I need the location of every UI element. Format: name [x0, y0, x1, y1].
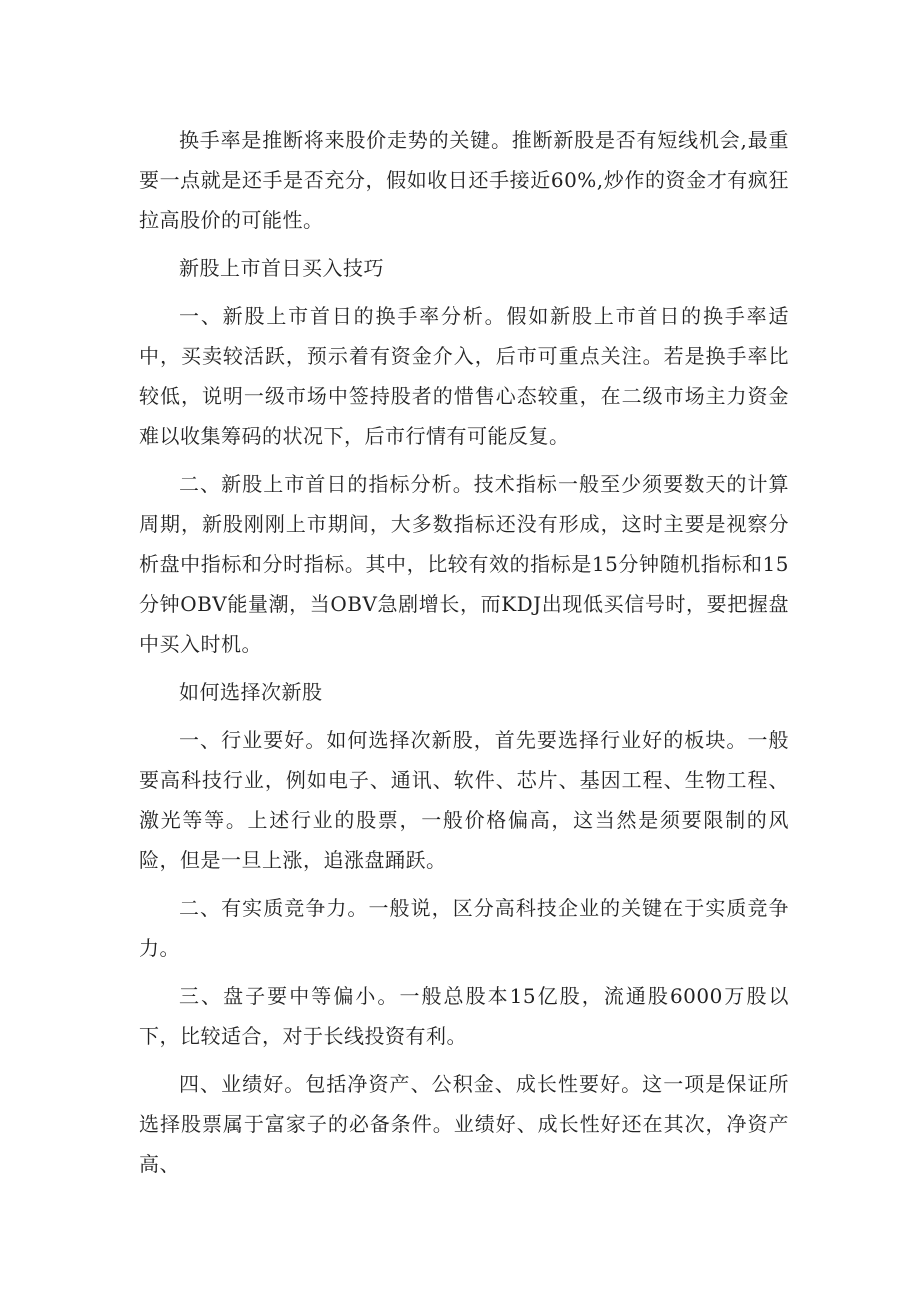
paragraph-first-day-turnover: 一、新股上市首日的换手率分析。假如新股上市首日的换手率适中，买卖较活跃，预示着有资金介入，后市可重点关注。若是换手率比较低，说明一级市场中签持股者的惜售心态较重，在二级市场主力资金难以收集筹码的状况下，后市行情有可能反复。	[139, 304, 789, 448]
paragraph-share-size: 三、盘子要中等偏小。一般总股本15亿股，流通股6000万股以下，比较适合，对于长线投资有利。	[139, 984, 789, 1048]
section-heading-choose-sub-new: 如何选择次新股	[179, 680, 323, 704]
paragraph-turnover-key: 换手率是推断将来股价走势的关键。推断新股是否有短线机会,最重要一点就是还手是否充分，假如收日还手接近60%,炒作的资金才有疯狂拉高股价的可能性。	[139, 128, 789, 232]
document-body	[139, 120, 789, 1192]
paragraph-industry: 一、行业要好。如何选择次新股，首先要选择行业好的板块。一般要高科技行业，例如电子、通讯、软件、芯片、基因工程、生物工程、激光等等。上述行业的股票，一般价格偏高，这当然是须要限制的风险，但是一旦上涨，追涨盘踊跃。	[139, 728, 789, 872]
paragraph-first-day-indicators: 二、新股上市首日的指标分析。技术指标一般至少须要数天的计算周期，新股刚刚上市期间，大多数指标还没有形成，这时主要是视察分析盘中指标和分时指标。其中，比较有效的指标是15分钟随机指标和15分钟OBV能量潮，当OBV急剧增长，而KDJ出现低买信号时，要把握盘中买入时机。	[139, 472, 789, 656]
paragraph-competitiveness: 二、有实质竞争力。一般说，区分高科技企业的关键在于实质竞争力。	[139, 896, 789, 960]
section-heading-first-day-buy: 新股上市首日买入技巧	[179, 256, 384, 280]
paragraph-performance: 四、业绩好。包括净资产、公积金、成长性要好。这一项是保证所选择股票属于富家子的必备条件。业绩好、成长性好还在其次，净资产高、	[139, 1072, 789, 1176]
